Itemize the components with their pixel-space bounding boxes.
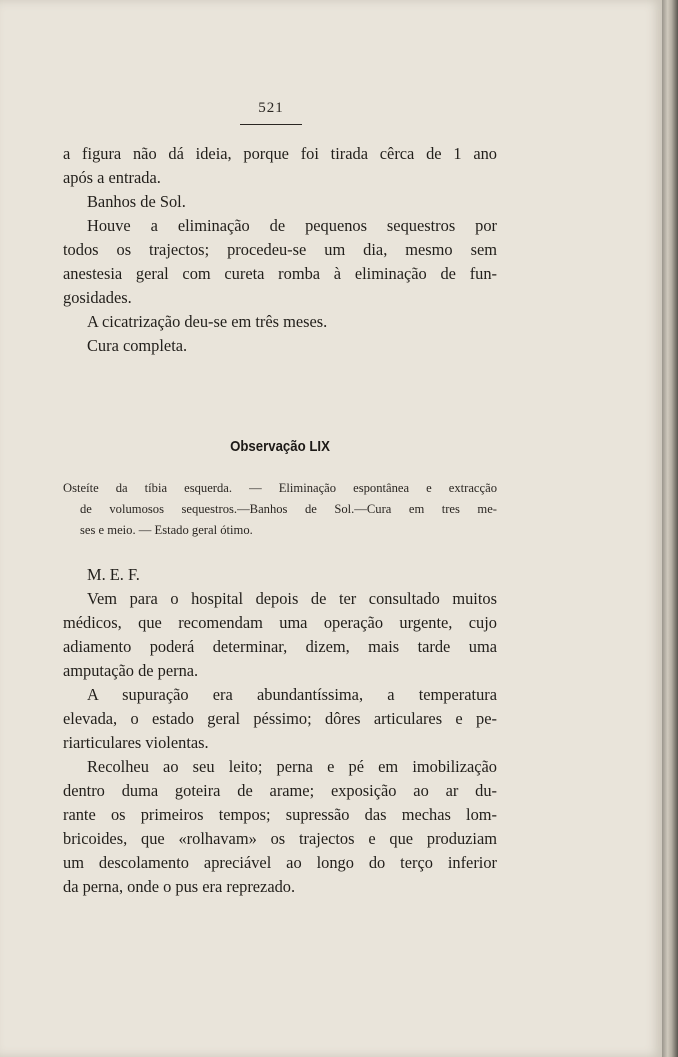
top-text-block <box>63 142 497 358</box>
body-text-block <box>63 563 497 899</box>
text-line: Recolheu ao seu leito; perna e pé em imobilização <box>87 757 497 776</box>
text-line: rante os primeiros tempos; supressão das mechas lom- <box>63 805 497 824</box>
text-line: A supuração era abundantíssima, a temperatura <box>87 685 497 704</box>
text-line: elevada, o estado geral péssimo; dôres articulares e pe- <box>63 709 497 728</box>
text-line: adiamento poderá determinar, dizem, mais tarde uma <box>63 637 497 656</box>
text-line: Cura completa. <box>87 336 188 355</box>
text-line: Houve a eliminação de pequenos sequestros por <box>87 216 497 235</box>
text-line: da perna, onde o pus era reprezado. <box>63 877 296 896</box>
page-number-rule <box>240 124 302 125</box>
text-line: Banhos de Sol. <box>87 192 186 211</box>
summary-line: ses e meio. — Estado geral ótimo. <box>80 523 253 537</box>
text-line: um descolamento apreciável ao longo do terço inferior <box>63 853 497 872</box>
text-line: amputação de perna. <box>63 661 199 680</box>
observation-summary <box>63 478 497 541</box>
summary-line: de volumosos sequestros.—Banhos de Sol.—Cura em tres me- <box>80 502 497 516</box>
text-line: riarticulares violentas. <box>63 733 209 752</box>
section-heading: Observação LIX <box>230 438 330 455</box>
summary-line: Osteíte da tíbia esquerda. — Eliminação espontânea e extracção <box>63 481 497 495</box>
text-line: médicos, que recomendam uma operação urgente, cujo <box>63 613 497 632</box>
text-line: A cicatrização deu-se em três meses. <box>87 312 328 331</box>
text-line: dentro duma goteira de arame; exposição ao ar du- <box>63 781 497 800</box>
patient-initials: M. E. F. <box>87 565 140 584</box>
text-line: após a entrada. <box>63 168 161 187</box>
text-line: Vem para o hospital depois de ter consultado muitos <box>87 589 497 608</box>
page-number: 521 <box>258 100 284 116</box>
text-line: todos os trajectos; procedeu-se um dia, mesmo sem <box>63 240 497 259</box>
text-line: a figura não dá ideia, porque foi tirada cêrca de 1 ano <box>63 144 497 163</box>
text-line: bricoides, que «rolhavam» os trajectos e que produziam <box>63 829 497 848</box>
text-line: gosidades. <box>63 288 132 307</box>
book-page-edge <box>662 0 678 1057</box>
text-line: anestesia geral com cureta romba à eliminação de fun- <box>63 264 497 283</box>
